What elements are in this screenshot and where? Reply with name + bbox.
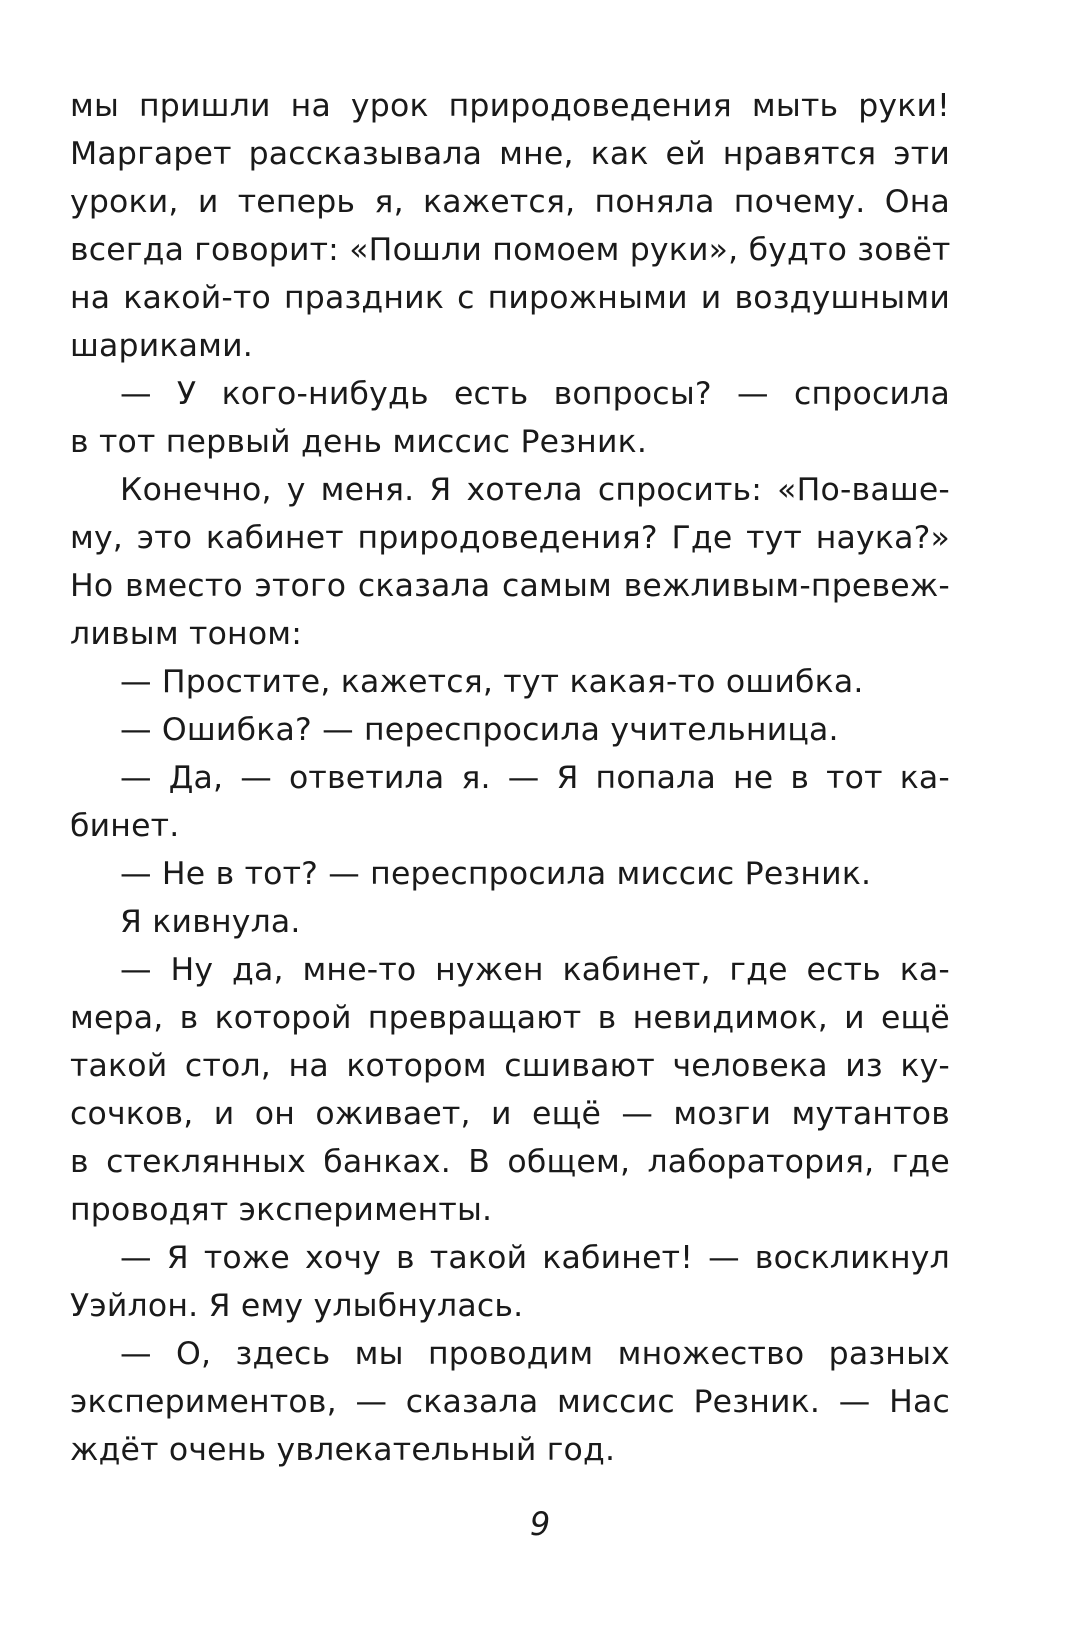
text-line: Маргарет рассказывала мне, как ей нравятся эти — [70, 136, 950, 172]
text-line: сочков, и он оживает, и ещё — мозги мутантов — [70, 1096, 950, 1132]
text-line: в тот первый день миссис Резник. — [70, 424, 648, 460]
text-line: — Ну да, мне-то нужен кабинет, где есть ка- — [120, 952, 950, 988]
text-line: всегда говорит: «Пошли помоем руки», будто зовёт — [70, 232, 951, 268]
text-line: в стеклянных банках. В общем, лаборатория, где — [70, 1144, 950, 1180]
text-line: — Не в тот? — переспросила миссис Резник. — [120, 856, 872, 892]
text-line: — Я тоже хочу в такой кабинет! — воскликнул — [120, 1240, 950, 1276]
text-line: мера, в которой превращают в невидимок, и ещё — [70, 1000, 950, 1036]
text-line: — Простите, кажется, тут какая-то ошибка. — [120, 664, 864, 700]
text-line: Уэйлон. Я ему улыбнулась. — [70, 1288, 524, 1324]
text-line: бинет. — [70, 808, 180, 844]
text-line: ждёт очень увлекательный год. — [70, 1432, 616, 1468]
text-line: Я кивнула. — [120, 904, 301, 940]
text-line: на какой-то праздник с пирожными и воздушными — [70, 280, 950, 316]
text-line: Конечно, у меня. Я хотела спросить: «По-ваше- — [120, 472, 950, 508]
text-line: шариками. — [70, 328, 253, 364]
text-line: экспериментов, — сказала миссис Резник. — Нас — [70, 1384, 950, 1420]
text-line: мы пришли на урок природоведения мыть руки! — [70, 88, 950, 124]
text-line: — О, здесь мы проводим множество разных — [120, 1336, 950, 1372]
text-line: проводят эксперименты. — [70, 1192, 493, 1228]
text-line: — Ошибка? — переспросила учительница. — [120, 712, 839, 748]
page-number: 9 — [529, 1505, 551, 1543]
text-line: уроки, и теперь я, кажется, поняла почему. Она — [70, 184, 950, 220]
text-line: такой стол, на котором сшивают человека из ку- — [70, 1048, 950, 1084]
page-text — [70, 82, 950, 1474]
text-line: ливым тоном: — [70, 616, 303, 652]
text-line: му, это кабинет природоведения? Где тут наука?» — [70, 520, 950, 556]
text-line: Но вместо этого сказала самым вежливым-превеж- — [70, 568, 950, 604]
text-line: — Да, — ответила я. — Я попала не в тот ка- — [120, 760, 950, 796]
text-line: — У кого-нибудь есть вопросы? — спросила — [120, 376, 950, 412]
